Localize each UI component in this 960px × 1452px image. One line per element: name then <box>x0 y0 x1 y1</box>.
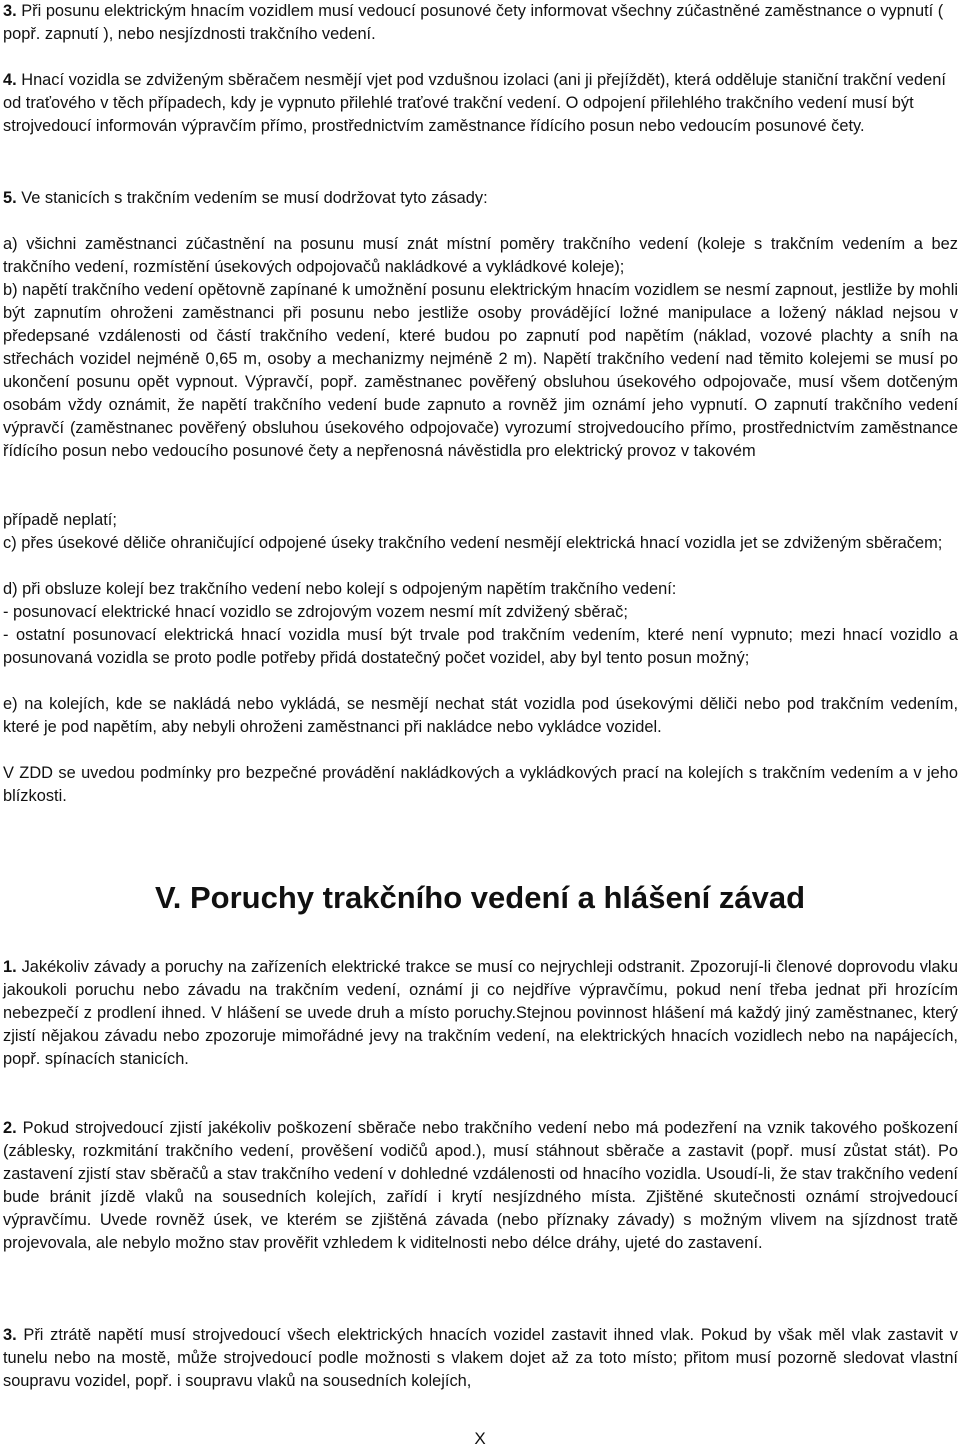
paragraph-number: 2. <box>3 1119 17 1137</box>
section-paragraph-2 <box>3 1117 958 1255</box>
paragraph-3 <box>3 0 958 46</box>
paragraph-4 <box>3 69 958 138</box>
paragraph-text: Při ztrátě napětí musí strojvedoucí všech elektrických hnacích vozidel zastavit ihned vlak. Pokud by však měl vlak zastavit v tunelu nebo na mostě, může strojvedoucí podle možnosti s vlakem dojet až za toto místo; přitom musí pozorně sledovat vlastní soupravu vozidel, popř. i soupravu vlaků na sousedních kolejích, <box>3 1326 958 1390</box>
section-paragraph-1 <box>3 956 958 1071</box>
paragraph-text: Jakékoliv závady a poruchy na zařízeních elektrické trakce se musí co nejrychleji odstranit. Zpozorují-li členové doprovodu vlaku jakoukoli poruchu nebo závadu na trakčním vedení, oznámí ji co nejdříve výpravčímu, pokud není třeba jednat při hrozícím nebezpečí z prodlení ihned. V hlášení se uvede druh a místo poruchy.Stejnou povinnost hlášení má každý jiný zaměstnanec, který zjistí nějakou závadu nebo zpozoruje mimořádné jevy na trakčním vedení, na elektrických hnacích vozidlech nebo na napájecích, popř. spínacích stanicích. <box>3 958 958 1068</box>
paragraph-text: Při posunu elektrickým hnacím vozidlem musí vedoucí posunové čety informovat všechny zúčastněné zaměstnance o vypnutí ( popř. zapnutí ), nebo nesjízdnosti trakčního vedení. <box>3 2 944 43</box>
list-item-b-end: případě neplatí; <box>3 511 117 529</box>
page-number: X <box>474 1429 486 1448</box>
paragraph-number: 3. <box>3 1326 17 1344</box>
paragraph-number: 4. <box>3 71 17 89</box>
paragraph-text: Ve stanicích s trakčním vedením se musí dodržovat tyto zásady: <box>21 189 488 207</box>
paragraph-text: Pokud strojvedoucí zjistí jakékoliv poškození sběrače nebo trakčního vedení nebo má podezření na vznik takového poškození (záblesky, rozkmitání trakčního vedení, prověšení vodičů apod.), musí stáhnout sběrače a zastavit (popř. musí zůstat stát). Po zastavení zjistí stav sběračů a stav trakčního vedení v dohledné vzdálenosti od hnacího vozidla. Usoudí-li, že stav trakčního vedení bude bránit jízdě vlaků na sousedních kolejích, zařídí i krytí nesjízdného místa. Zjištěné skutečnosti oznámí strojvedoucí výpravčímu. Uvede rovněž úsek, ve kterém se zjištěná závada (nebo příznaky závady) s možným vlivem na sjízdnost tratě projevovala, ale nebylo možno stav prověřit vzhledem k viditelnosti nebo délce dráhy, ujeté do zastavení. <box>3 1119 958 1252</box>
section-heading: V. Poruchy trakčního vedení a hlášení závad <box>154 880 806 915</box>
paragraph-number: 3. <box>3 2 17 20</box>
paragraph-text: Hnací vozidla se zdviženým sběračem nesmějí vjet pod vzdušnou izolaci (ani ji přejíždět), která odděluje staniční trakční vedení od traťového v těch případech, kdy je vypnuto přilehlé traťové trakční vedení. O odpojení přilehlého trakčního vedení musí být strojvedoucí informován výpravčím přímo, prostřednictvím zaměstnance řídícího posun nebo vedoucím posunové čety. <box>3 71 946 135</box>
zdd-note: V ZDD se uvedou podmínky pro bezpečné provádění nakládkových a vykládkových prací na kolejích s trakčním vedením a v jeho blízkosti. <box>3 764 958 805</box>
list-item-a: a) všichni zaměstnanci zúčastnění na posunu musí znát místní poměry trakčního vedení (koleje s trakčním vedením a bez trakčního vedení, rozmístění úsekových odpojovačů nakládkové a vykládkové koleje); <box>3 235 958 276</box>
paragraph-number: 1. <box>3 958 17 976</box>
list-item-d: d) při obsluze kolejí bez trakčního vedení nebo kolejí s odpojeným napětím trakčního vedení: <box>3 580 677 598</box>
list-item-d-1: - posunovací elektrické hnací vozidlo se zdrojovým vozem nesmí mít zdvižený sběrač; <box>3 603 628 621</box>
list-item-e: e) na kolejích, kde se nakládá nebo vykládá, se nesmějí nechat stát vozidla pod úsekovými děliči nebo pod trakčním vedením, které je pod napětím, aby nebyli ohroženi zaměstnanci při nakládce nebo vykládce vozidel. <box>3 695 958 736</box>
paragraph-5 <box>3 187 958 210</box>
paragraph-number: 5. <box>3 189 17 207</box>
list-item-b: b) napětí trakčního vedení opětovně zapínané k umožnění posunu elektrickým hnacím vozidlem se nesmí zapnout, jestliže by mohli být zapnutím ohroženi zaměstnanci při posunu nebo jestliže osoby provádějící ložné manipulace a ložený náklad nejsou v předepsané vzdálenosti od částí trakčního vedení, které budou po zapnutí pod napětím (náklad, vozové plachty a sníh na střechách vozidel nejméně 0,65 m, osoby a mechanizmy nejméně 2 m). Napětí trakčního vedení nad těmito kolejemi se musí po ukončení posunu opět vypnout. Výpravčí, popř. zaměstnanec pověřený obsluhou úsekového odpojovače, musí všem dotčeným osobám vždy oznámit, že napětí trakčního vedení bude zapnuto a rovněž jim oznámí jeho vypnutí. O zapnutí trakčního vedení výpravčí (zaměstnanec pověřený obsluhou úsekového odpojovače) vyrozumí strojvedoucího přímo, prostřednictvím zaměstnance řídícího posun nebo vedoucího posunové čety a nepřenosná návěstidla pro elektrický provoz v takovém <box>3 281 958 460</box>
list-item-c: c) přes úsekové děliče ohraničující odpojené úseky trakčního vedení nesmějí elektrická hnací vozidla jet se zdviženým sběračem; <box>3 534 943 552</box>
section-paragraph-3 <box>3 1324 958 1393</box>
list-item-d-2: - ostatní posunovací elektrická hnací vozidla musí být trvale pod trakčním vedením, které není vypnuto; mezi hnací vozidlo a posunovaná vozidla se proto podle potřeby přidá dostatečný počet vozidel, aby byl tento posun možný; <box>3 626 958 667</box>
